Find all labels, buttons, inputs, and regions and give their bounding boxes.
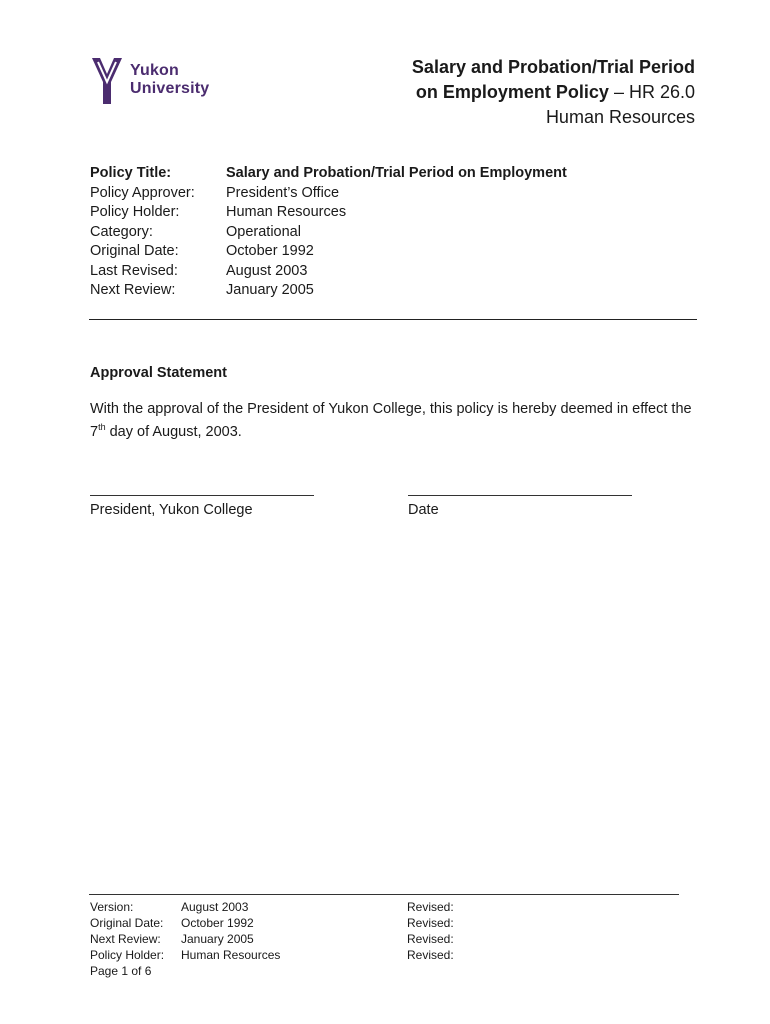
- footer-value: January 2005: [181, 932, 254, 946]
- meta-key: Category:: [90, 223, 153, 240]
- policy-code: – HR 26.0: [608, 82, 695, 102]
- logo-line-1: Yukon: [130, 62, 180, 79]
- yukon-university-logo: [90, 56, 220, 108]
- meta-key: Policy Holder:: [90, 204, 180, 220]
- meta-row: [90, 223, 567, 243]
- footer-value: August 2003: [181, 900, 249, 914]
- meta-row: [90, 281, 567, 301]
- approval-text-end: day of August, 2003.: [105, 424, 242, 440]
- footer-row: [90, 915, 280, 931]
- president-signature-label: President, Yukon College: [90, 502, 253, 518]
- date-signature-label: Date: [408, 502, 439, 518]
- revised-label: Revised:: [407, 948, 454, 962]
- meta-value: Salary and Probation/Trial Period on Employment: [226, 165, 567, 181]
- meta-value: August 2003: [226, 262, 308, 279]
- department: Human Resources: [545, 107, 695, 127]
- meta-row: [90, 242, 567, 262]
- approval-heading: Approval Statement: [90, 365, 227, 381]
- meta-key: Policy Approver:: [90, 184, 195, 201]
- date-signature-line: [408, 495, 632, 496]
- footer-row: [90, 931, 280, 947]
- approval-text-main: With the approval of the President of Yukon College, this policy is hereby deemed in effect the 7: [90, 401, 692, 440]
- president-signature-line: [90, 495, 314, 496]
- meta-value: October 1992: [226, 243, 314, 259]
- meta-value: Human Resources: [226, 204, 347, 220]
- meta-row: [90, 184, 567, 204]
- footer-row: [90, 947, 280, 963]
- page-number: Page 1 of 6: [90, 964, 152, 978]
- meta-key: Next Review:: [90, 282, 176, 298]
- meta-row: [90, 164, 567, 184]
- revised-label: Revised:: [407, 916, 454, 930]
- footer-revisions: [407, 899, 454, 963]
- meta-value: January 2005: [226, 282, 314, 298]
- footer-key: Policy Holder:: [90, 948, 165, 962]
- footer-divider: [89, 894, 679, 895]
- footer-metadata: [90, 899, 280, 979]
- header-divider: [89, 319, 697, 320]
- footer-key: Original Date:: [90, 916, 164, 930]
- meta-row: [90, 262, 567, 282]
- meta-value: President’s Office: [226, 184, 340, 201]
- meta-key: Policy Title:: [90, 165, 172, 181]
- meta-value: Operational: [226, 223, 301, 240]
- approval-text: [90, 398, 700, 444]
- footer-row: [90, 899, 280, 915]
- footer-value: Human Resources: [181, 948, 281, 962]
- revised-label: Revised:: [407, 932, 454, 946]
- footer-value: October 1992: [181, 916, 254, 930]
- footer-key: Version:: [90, 900, 134, 914]
- meta-key: Original Date:: [90, 243, 179, 259]
- footer-key: Next Review:: [90, 932, 161, 946]
- logo-mark-icon: [90, 56, 124, 106]
- title-line-1: Salary and Probation/Trial Period: [411, 57, 695, 77]
- document-title-block: [412, 55, 695, 130]
- logo-wordmark: [130, 62, 209, 98]
- approval-superscript: th: [98, 422, 106, 433]
- meta-row: [90, 203, 567, 223]
- revised-label: Revised:: [407, 900, 454, 914]
- meta-key: Last Revised:: [90, 262, 178, 279]
- logo-line-2: University: [130, 80, 210, 97]
- title-line-2: on Employment Policy: [415, 82, 609, 102]
- policy-metadata: [90, 164, 567, 301]
